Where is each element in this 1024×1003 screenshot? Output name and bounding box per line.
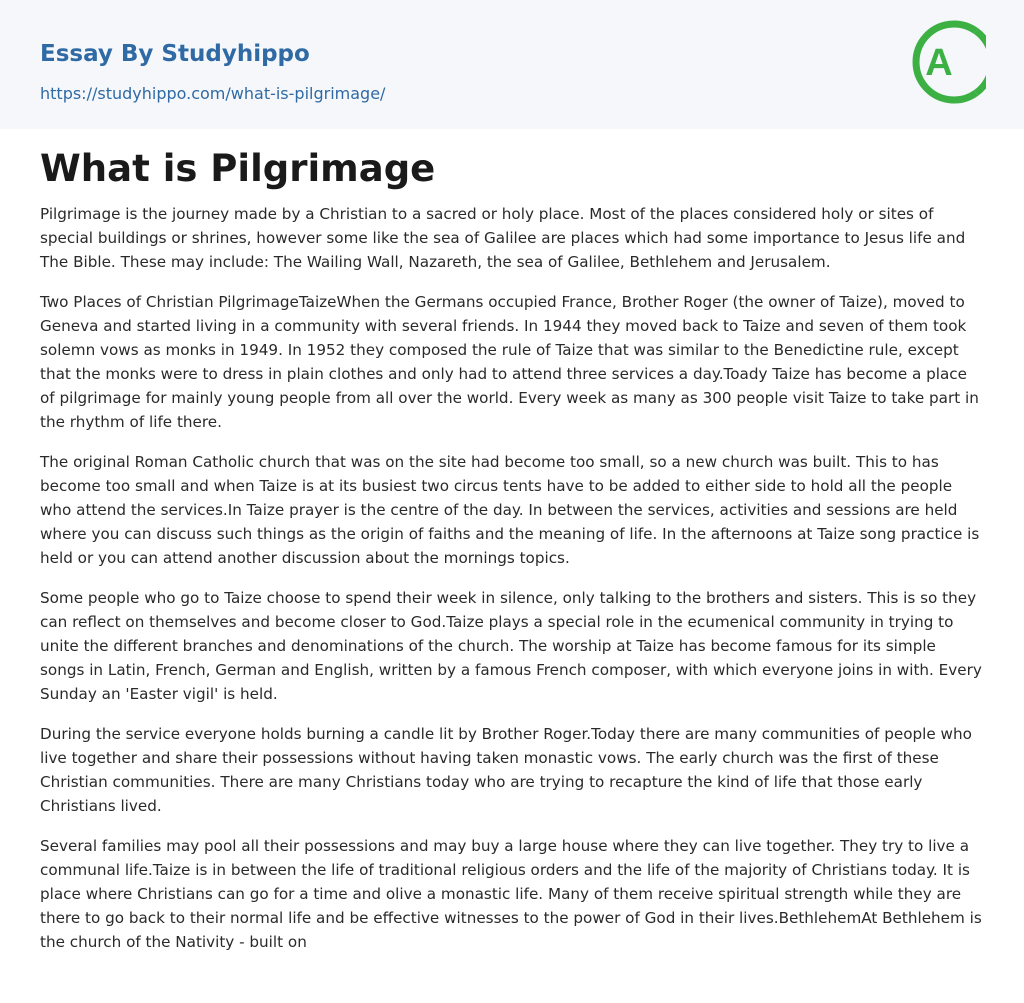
paragraph-5: During the service everyone holds burning a candle lit by Brother Roger.Today there are many communities of people who live together and share their possessions without having taken monastic vows. The early church was the first of these Christian communities. There are many Christians today who are trying to recapture the kind of life that those early Christians lived.	[40, 725, 972, 815]
site-header	[0, 0, 1024, 129]
brand-title[interactable]: Essay By Studyhippo	[40, 41, 310, 67]
paragraph-2: Two Places of Christian PilgrimageTaizeWhen the Germans occupied France, Brother Roger (the owner of Taize), moved to Geneva and started living in a community with several friends. In 1944 they moved back to Taize and seven of them took solemn vows as monks in 1949. In 1952 they composed the rule of Taize that was similar to the Benedictine rule, except that the monks were to dress in plain clothes and only had to attend three services a day.Toady Taize has become a place of pilgrimage for mainly young people from all over the world. Every week as many as 300 people visit Taize to take part in the rhythm of life there.	[40, 293, 979, 431]
logo-letter: A	[925, 42, 953, 84]
paragraph-4: Some people who go to Taize choose to spend their week in silence, only talking to the brothers and sisters. This is so they can reflect on themselves and become closer to God.Taize plays a special role in the ecumenical community in trying to unite the different branches and denominations of the church. The worship at Taize has become famous for its simple songs in Latin, French, German and English, written by a famous French composer, with which everyone joins in with. Every Sunday an 'Easter vigil' is held.	[40, 589, 982, 703]
studyhippo-logo-icon[interactable]	[912, 19, 986, 105]
paragraph-6: Several families may pool all their possessions and may buy a large house where they can live together. They try to live a communal life.Taize is in between the life of traditional religious orders and the life of the majority of Christians today. It is place where Christians can go for a time and olive a monastic life. Many of them receive spiritual strength while they are there to go back to their normal life and be effective witnesses to the power of God in their lives.BethlehemAt Bethlehem is the church of the Nativity - built on	[40, 837, 982, 951]
paragraph-3: The original Roman Catholic church that was on the site had become too small, so a new church was built. This to has become too small and when Taize is at its busiest two circus tents have to be added to either side to hold all the people who attend the services.In Taize prayer is the centre of the day. In between the services, activities and sessions are held where you can discuss such things as the origin of faiths and the meaning of life. In the afternoons at Taize song practice is held or you can attend another discussion about the mornings topics.	[40, 453, 980, 567]
article-url-link[interactable]: https://studyhippo.com/what-is-pilgrimage/	[40, 84, 386, 103]
article-title: What is Pilgrimage	[40, 147, 436, 190]
paragraph-1: Pilgrimage is the journey made by a Christian to a sacred or holy place. Most of the places considered holy or sites of special buildings or shrines, however some like the sea of Galilee are places which had some importance to Jesus life and The Bible. These may include: The Wailing Wall, Nazareth, the sea of Galilee, Bethlehem and Jerusalem.	[40, 205, 966, 271]
article-body	[0, 129, 1024, 954]
